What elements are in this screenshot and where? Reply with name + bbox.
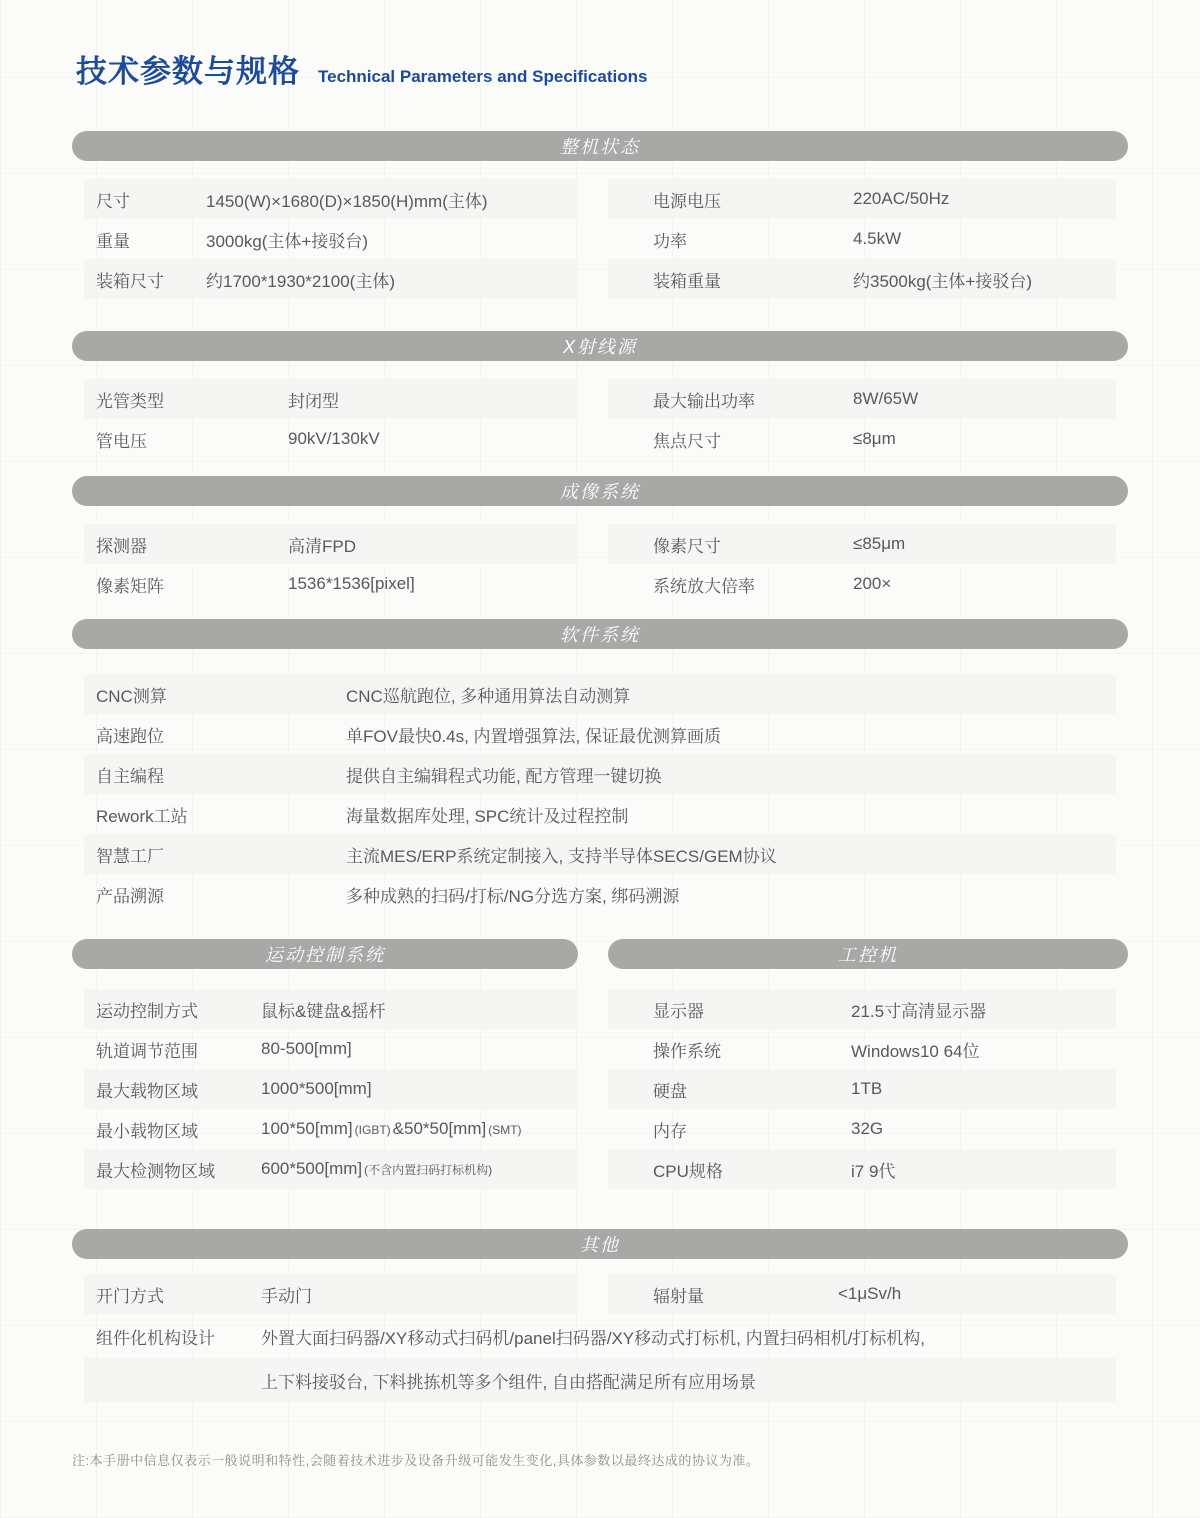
spec-label: Rework工站	[96, 806, 188, 826]
spec-value: 高清FPD	[288, 536, 356, 556]
table-row	[72, 419, 1128, 459]
spec-value: 提供自主编辑程式功能, 配方管理一键切换	[346, 766, 662, 786]
spec-cell	[84, 524, 578, 564]
spec-label: 最小载物区域	[96, 1121, 198, 1141]
spec-value: 3000kg(主体+接驳台)	[206, 231, 369, 251]
spec-label: 电源电压	[653, 191, 721, 211]
spec-cell	[608, 419, 1116, 459]
spec-value: 1TB	[851, 1079, 883, 1098]
spec-value: CNC巡航跑位, 多种通用算法自动测算	[346, 686, 631, 706]
table-row	[84, 674, 1116, 714]
spec-label: 高速跑位	[96, 726, 164, 746]
table-row	[84, 874, 1116, 914]
spec-cell	[84, 379, 578, 419]
spec-value: 8W/65W	[853, 389, 919, 408]
spec-cell	[84, 1274, 578, 1314]
spec-label: 最大输出功率	[653, 391, 755, 411]
motion-ipc-section	[72, 939, 1128, 1189]
table-row	[72, 179, 1128, 219]
spec-cell	[608, 379, 1116, 419]
spec-value: 单FOV最快0.4s, 内置增强算法, 保证最优测算画质	[346, 726, 721, 746]
spec-label: 像素尺寸	[653, 536, 721, 556]
spec-value: i7 9代	[851, 1161, 896, 1181]
spec-label: 辐射量	[653, 1286, 704, 1306]
spec-value: 海量数据库处理, SPC统计及过程控制	[346, 806, 629, 826]
spec-label: 像素矩阵	[96, 576, 164, 596]
spec-value: 鼠标&键盘&摇杆	[261, 1001, 386, 1021]
table-row	[72, 564, 1128, 604]
spec-value: 主流MES/ERP系统定制接入, 支持半导体SECS/GEM协议	[346, 846, 777, 866]
table-row	[84, 1069, 578, 1109]
spec-cell	[608, 524, 1116, 564]
spec-cell	[84, 259, 578, 299]
section-header-xray-source: X射线源	[72, 331, 1128, 361]
spec-value: 4.5kW	[853, 229, 902, 248]
table-row	[608, 1109, 1116, 1149]
table-row	[84, 714, 1116, 754]
table-row	[608, 1069, 1116, 1109]
spec-value-main: &50*50[mm]	[392, 1119, 487, 1138]
table-row	[72, 259, 1128, 299]
spec-value: Windows10 64位	[851, 1041, 980, 1061]
spec-value: 封闭型	[288, 391, 339, 411]
spec-label: 显示器	[653, 1001, 704, 1021]
spec-label: 自主编程	[96, 766, 164, 786]
table-row	[84, 1314, 1116, 1358]
spec-label: 装箱尺寸	[96, 271, 164, 291]
spec-label: 产品溯源	[96, 886, 164, 906]
table-row	[84, 834, 1116, 874]
software-system-table	[72, 674, 1128, 914]
spec-cell	[608, 259, 1116, 299]
spec-value: 多种成熟的扫码/打标/NG分选方案, 绑码溯源	[346, 886, 680, 906]
spec-label: 轨道调节范围	[96, 1041, 198, 1061]
spec-value	[261, 1119, 524, 1139]
section-header-imaging-system: 成像系统	[72, 476, 1128, 506]
spec-value-note: (SMT)	[488, 1123, 522, 1137]
page-title-row	[76, 46, 1128, 91]
spec-value-main: 600*500[mm]	[261, 1159, 363, 1178]
spec-cell	[84, 419, 578, 459]
xray-source-table	[72, 379, 1128, 459]
spec-label: 光管类型	[96, 391, 164, 411]
section-header-ipc: 工控机	[608, 939, 1128, 969]
spec-label: 功率	[653, 231, 687, 251]
other-table	[72, 1274, 1128, 1402]
spec-label: 运动控制方式	[96, 1001, 198, 1021]
spec-label: 管电压	[96, 431, 147, 451]
spec-value: 220AC/50Hz	[853, 189, 950, 208]
table-row	[608, 1149, 1116, 1189]
spec-label: 焦点尺寸	[653, 431, 721, 451]
spec-label: 装箱重量	[653, 271, 721, 291]
spec-label: 最大载物区域	[96, 1081, 198, 1101]
spec-label: 重量	[96, 231, 130, 251]
page-subtitle: Technical Parameters and Specifications	[318, 67, 648, 86]
spec-label: 探测器	[96, 536, 147, 556]
footer-note: 注:本手册中信息仅表示一般说明和特性,会随着技术进步及设备升级可能发生变化,具体参数以最终达成的协议为准。	[72, 1453, 760, 1468]
table-row-continuation	[84, 1358, 1116, 1402]
spec-label: CPU规格	[653, 1161, 723, 1181]
spec-value: <1μSv/h	[838, 1284, 902, 1303]
spec-value-note: (IGBT)	[354, 1123, 391, 1137]
spec-label: 智慧工厂	[96, 846, 164, 866]
section-header-other: 其他	[72, 1229, 1128, 1259]
table-row	[72, 1274, 1128, 1314]
table-row	[84, 1109, 578, 1149]
table-row	[84, 1149, 578, 1189]
spec-value: 32G	[851, 1119, 884, 1138]
section-header-software-system: 软件系统	[72, 619, 1128, 649]
spec-label: 最大检测物区域	[96, 1161, 215, 1181]
spec-value: 21.5寸高清显示器	[851, 1001, 987, 1021]
spec-value: 上下料接驳台, 下料挑拣机等多个组件, 自由搭配满足所有应用场景	[261, 1372, 756, 1392]
spec-value: 手动门	[261, 1286, 312, 1306]
spec-value: 90kV/130kV	[288, 429, 380, 448]
spec-value-main: 100*50[mm]	[261, 1119, 353, 1138]
machine-status-table	[72, 179, 1128, 299]
spec-label: 开门方式	[96, 1286, 164, 1306]
spec-value	[261, 1159, 494, 1179]
spec-value: ≤8μm	[853, 429, 896, 448]
table-row	[84, 794, 1116, 834]
spec-label: 内存	[653, 1121, 687, 1141]
spec-label: 操作系统	[653, 1041, 721, 1061]
spec-cell	[608, 1274, 1116, 1314]
spec-value: 约1700*1930*2100(主体)	[206, 271, 396, 291]
spec-value-note: (不含内置扫码打标机构)	[364, 1163, 493, 1177]
table-row	[72, 524, 1128, 564]
spec-value: 80-500[mm]	[261, 1039, 352, 1058]
spec-cell	[608, 564, 1116, 604]
motion-control-table	[72, 989, 578, 1189]
spec-value: 1450(W)×1680(D)×1850(H)mm(主体)	[206, 191, 488, 211]
spec-value: 约3500kg(主体+接驳台)	[853, 271, 1033, 291]
spec-value: 外置大面扫码器/XY移动式扫码机/panel扫码器/XY移动式打标机, 内置扫码相机/打标机构,	[261, 1328, 926, 1348]
spec-value: 200×	[853, 574, 892, 593]
imaging-system-table	[72, 524, 1128, 604]
table-row	[84, 754, 1116, 794]
spec-value: ≤85μm	[853, 534, 906, 553]
table-row	[608, 1029, 1116, 1069]
spec-cell	[608, 179, 1116, 219]
spec-cell	[84, 219, 578, 259]
motion-control-column	[72, 939, 578, 1189]
spec-label: 尺寸	[96, 191, 130, 211]
table-row	[608, 989, 1116, 1029]
ipc-column	[608, 939, 1128, 1189]
section-header-motion-control: 运动控制系统	[72, 939, 578, 969]
page-title: 技术参数与规格	[76, 54, 300, 89]
spec-value: 1536*1536[pixel]	[288, 574, 415, 593]
spec-label: CNC测算	[96, 686, 167, 706]
spec-label: 系统放大倍率	[653, 576, 755, 596]
table-row	[72, 219, 1128, 259]
table-row	[84, 989, 578, 1029]
spec-cell	[84, 564, 578, 604]
table-row	[84, 1029, 578, 1069]
spec-label: 组件化机构设计	[96, 1328, 215, 1348]
spec-cell	[608, 219, 1116, 259]
ipc-table	[608, 989, 1128, 1189]
spec-value: 1000*500[mm]	[261, 1079, 372, 1098]
section-header-machine-status: 整机状态	[72, 131, 1128, 161]
spec-label: 硬盘	[653, 1081, 687, 1101]
table-row	[72, 379, 1128, 419]
spec-cell	[84, 179, 578, 219]
